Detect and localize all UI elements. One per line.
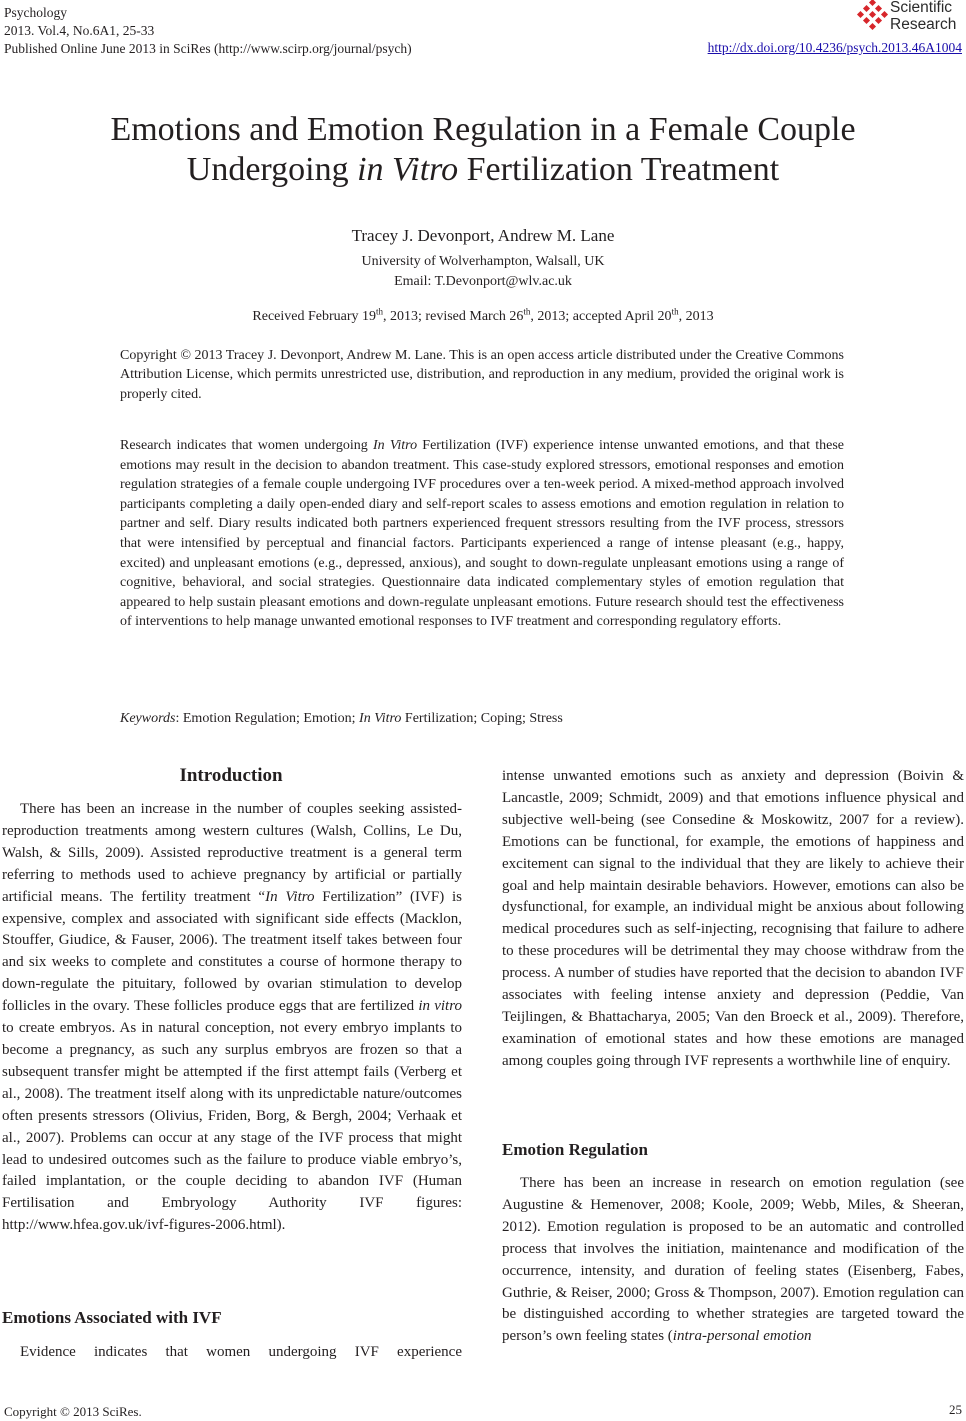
emotion-regulation-body: There has been an increase in research on emotion regulation (see Augustine & Hemenover, 2008; Koole, 2009; Webb, Miles, & Sheeran, 2012). Emotion regulation is proposed to be an automatic and controlled process that involves the initiation, maintenance and modification of the occurrence, intensity, and duration of feeling states (Eisenberg, Fabes, Guthrie, & Reiser, 2000; Gross & Thompson, 2007). Emotion regulation can be distinguished according to whether strategies are targeted toward the person’s own feeling states (intra-personal emotion [502, 1175, 964, 1345]
emotions-ivf-body-start: Evidence indicates that women undergoing IVF experience [20, 1344, 462, 1360]
introduction-body [2, 799, 462, 1237]
introduction-heading: Introduction [179, 765, 283, 786]
journal-header [4, 4, 412, 58]
scientific-research-logo [854, 0, 964, 40]
page-number: 25 [949, 1402, 962, 1417]
journal-volume: 2013. Vol.4, No.6A1, 25-33 [4, 23, 155, 38]
journal-name: Psychology [4, 5, 68, 20]
emotions-ivf-heading: Emotions Associated with IVF [2, 1308, 222, 1327]
paper-title: Emotions and Emotion Regulation in a Female Couple Undergoing in Vitro Fertilization Treatment [110, 111, 856, 188]
logo-diamond-icon [854, 0, 890, 34]
introduction-paragraph: There has been an increase in the number of couples seeking assisted-reproduction treatments among western cultures (Walsh, Collins, Le Du, Walsh, & Sills, 2009). Assisted reproductive treatment is a general term referring to methods used to achieve pregnancy by artificial or partially artificial means. The fertility treatment “In Vitro Fertilization” (IVF) is expensive, complex and associated with significant side effects (Macklon, Stouffer, Giudice, & Fauser, 2006). The treatment itself takes between four and six weeks to complete and constitutes a course of hormone therapy to down-regulate the pituitary, followed by ovarian stimulation to develop follicles in the ovary. These follicles produce eggs that are fertilized in vitro to create embryos. As in natural conception, not every embryo implants to become a pregnancy, as such any surplus embryos are frozen so that a subsequent transfer might be attempted if the first attempt fails (Verberg et al., 2008). The treatment itself along with its unpredictable nature/outcomes often presents stressors (Olivius, Friden, Borg, & Bergh, 2004; Verhaak et al., 2007). Problems can occur at any stage of the IVF process that might lead to undesired outcomes such as the failure to produce viable embryo’s, failed implantation, or the couple deciding to abandon IVF (Human Fertilisation and Embryology Authority IVF figures: http://www.hfea.gov.uk/ivf-figures-2006.html). [2, 801, 462, 1234]
author-email: Email: T.Devonport@wlv.ac.uk [394, 274, 572, 289]
footer-copyright: Copyright © 2013 SciRes. [4, 1404, 142, 1419]
abstract: Research indicates that women undergoing In Vitro Fertilization (IVF) experience intense unwanted emotions, and that these emotions may result in the decision to abandon treatment. This case-study explored stressors, emotional responses and emotion regulation strategies of a female couple undergoing IVF procedures over a ten-week period. A mixed-method approach involved participants completing a daily open-ended diary and self-report scales to assess emotions and emotion regulation in relation to partner and self. Diary results indicated both partners experienced frequent stressors resulting from the IVF process, stressors that were intensified by perceptual and financial factors. Participants experienced a range of intense pleasant (e.g., happy, excited) and unpleasant emotions (e.g., depressed, anxious), and sought to down-regulate unpleasant emotions using a range of cognitive, behavioral, and social strategies. Questionnaire data indicated complementary styles of emotion regulation that appeared to help sustain pleasant emotions and down-regulate unpleasant emotions. Future research should test the effectiveness of interventions to help manage unwanted emotional responses to IVF treatment and corresponding regulatory efforts. [120, 438, 844, 630]
authors: Tracey J. Devonport, Andrew M. Lane [351, 226, 615, 245]
keywords: Keywords: Emotion Regulation; Emotion; In Vitro Fertilization; Coping; Stress [120, 711, 563, 726]
emotion-regulation-heading: Emotion Regulation [502, 1140, 648, 1159]
logo-text: Scientific Research [890, 0, 957, 33]
publication-note: Published Online June 2013 in SciRes (http://www.scirp.org/journal/psych) [4, 41, 412, 56]
emotions-ivf-body-cont: intense unwanted emotions such as anxiety and depression (Boivin & Lancastle, 2009; Schmidt, 2009) and that emotions influence physical and subjective well-being (see Consedine & Moskowitz, 2007 for a review). Emotions can be functional, for example, the emotions of happiness and excitement can signal to the individual that they are likely to achieve their goal and help maintain desirable behaviors. However, emotions can also be dysfunctional, for example, an individual might be anxious about following medical procedures such as self-injecting, recognising that failure to adhere to these procedures will be detrimental they may choose withdraw from the process. A number of studies have reported that the decision to abandon IVF associates with feeling intense anxiety and depression (Peddie, Van Teijlingen, & Bhattacharya, 2005; Van den Broeck et al., 2009). Therefore, examination of emotional states and how these emotions are managed among couples going through IVF represents a worthwhile line of enquiry. [502, 768, 964, 1069]
doi-link[interactable]: http://dx.doi.org/10.4236/psych.2013.46A1004 [707, 40, 962, 55]
received-dates: Received February 19th, 2013; revised March 26th, 2013; accepted April 20th, 2013 [252, 306, 714, 324]
affiliation: University of Wolverhampton, Walsall, UK [361, 254, 605, 269]
copyright-notice: Copyright © 2013 Tracey J. Devonport, Andrew M. Lane. This is an open access article distributed under the Creative Commons Attribution License, which permits unrestricted use, distribution, and reproduction in any medium, provided the original work is properly cited. [120, 348, 844, 402]
